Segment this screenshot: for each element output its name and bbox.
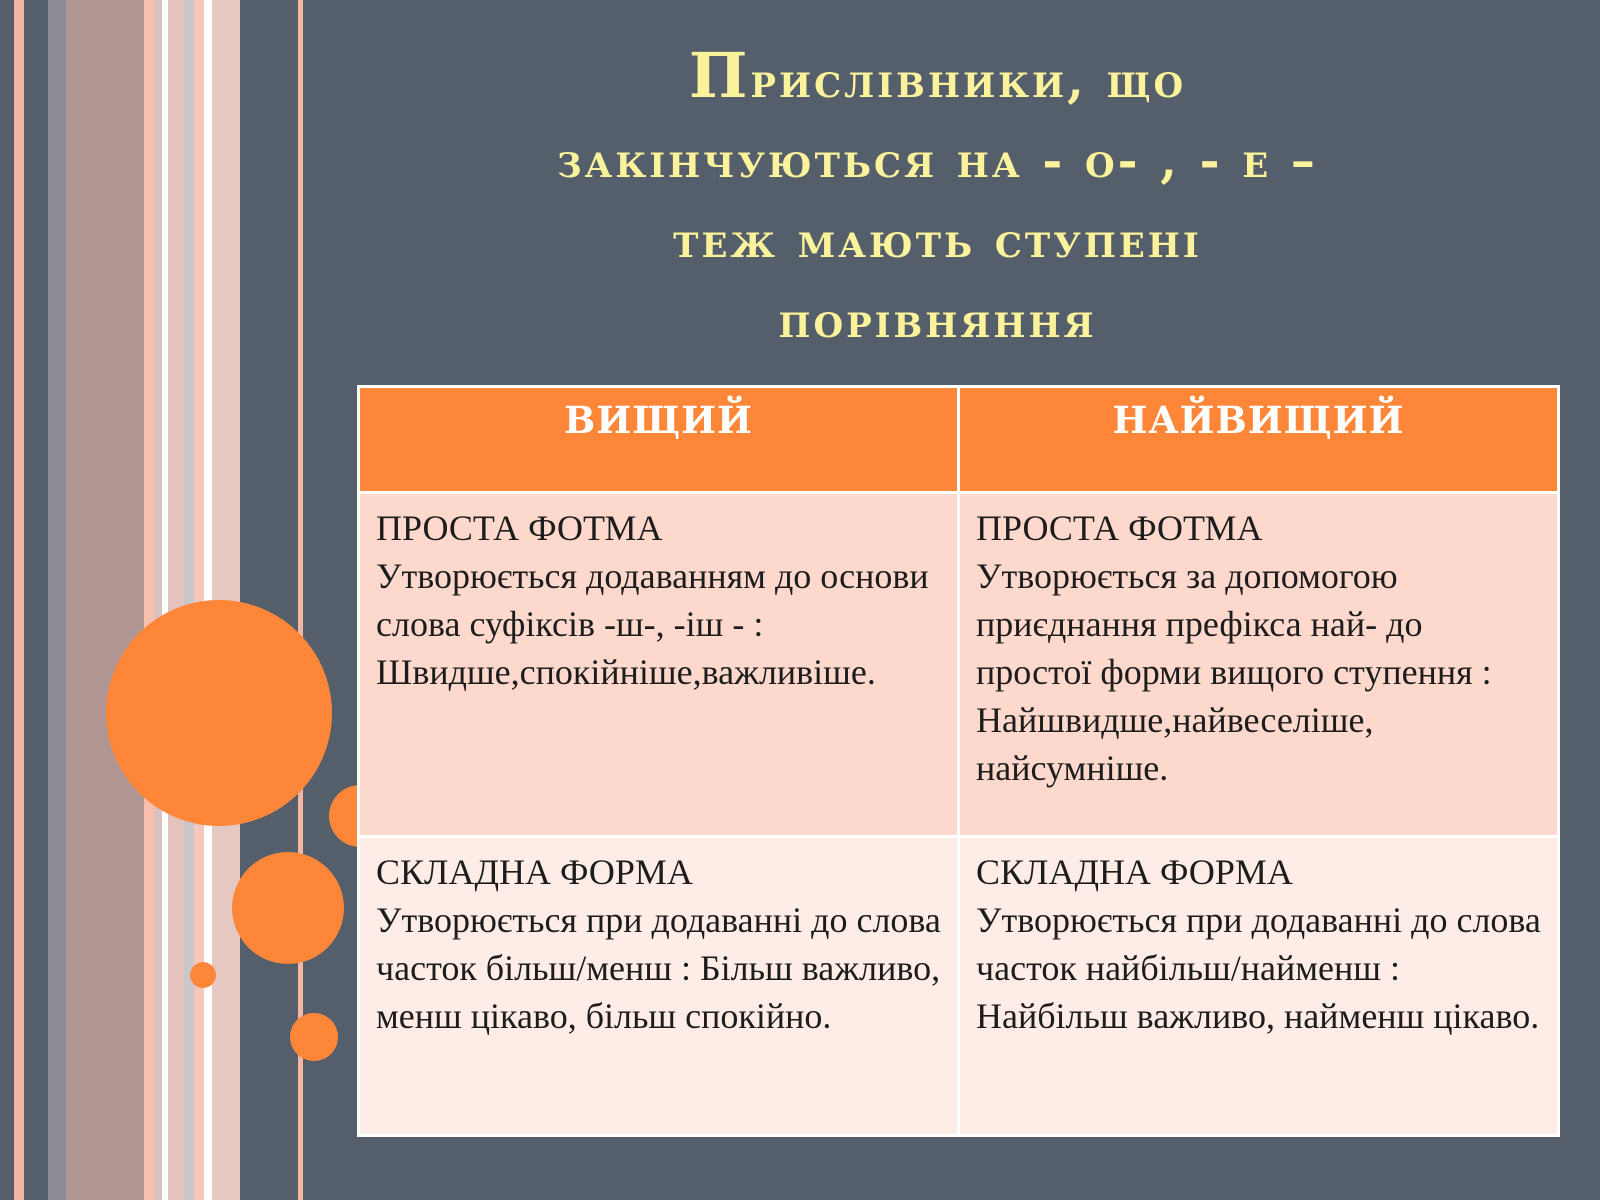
medium-circle	[232, 852, 344, 964]
comparison-table	[357, 385, 1560, 1137]
cell-text: Утворюється за допомогою приєднання префікса най- до простої форми вищого ступення : Найшвидше,найвеселіше, найсумніше.	[976, 556, 1492, 788]
stripe	[48, 0, 66, 1200]
header-comparative: ВИЩИЙ	[359, 387, 959, 493]
title-line-4: порівняння	[778, 293, 1097, 349]
cell-text: Утворюється додаванням до основи слова суфіксів -ш-, -іш - : Швидше,спокійніше,важливіше.	[376, 556, 929, 692]
stripe	[66, 0, 144, 1200]
title-line-3: теж мають ступені	[673, 213, 1202, 269]
slide-title	[330, 36, 1545, 361]
table-header-row	[359, 387, 1559, 493]
tiny-circle	[190, 962, 216, 988]
table-cell	[359, 493, 959, 837]
cell-text: Утворюється при додаванні до слова часток більш/менш : Більш важливо, менш цікаво, більш спокійно.	[376, 900, 941, 1036]
table-cell	[359, 837, 959, 1136]
title-line-2: закінчуються на - о- , - е –	[557, 133, 1318, 189]
table-row	[359, 837, 1559, 1136]
stripe	[144, 0, 154, 1200]
cell-heading: ПРОСТА ФОТМА	[976, 508, 1263, 548]
small-circle	[290, 1013, 338, 1061]
stripe	[24, 0, 48, 1200]
stripe	[194, 0, 204, 1200]
cell-text: Утворюється при додаванні до слова часток найбільш/найменш : Найбільш важливо, найменш цікаво.	[976, 900, 1541, 1036]
decorative-stripes	[0, 0, 310, 1200]
stripe	[168, 0, 184, 1200]
cell-heading: СКЛАДНА ФОРМА	[376, 852, 693, 892]
large-circle	[106, 600, 332, 826]
stripe	[184, 0, 194, 1200]
title-line-1: рислівники, що	[750, 53, 1187, 109]
stripe	[240, 0, 298, 1200]
stripe	[0, 0, 14, 1200]
stripe	[154, 0, 162, 1200]
header-superlative: НАЙВИЩИЙ	[959, 387, 1559, 493]
stripe	[14, 0, 24, 1200]
cell-heading: СКЛАДНА ФОРМА	[976, 852, 1293, 892]
table-row	[359, 493, 1559, 837]
cell-heading: ПРОСТА ФОТМА	[376, 508, 663, 548]
table-cell	[959, 493, 1559, 837]
table-cell	[959, 837, 1559, 1136]
title-initial: П	[688, 39, 751, 112]
